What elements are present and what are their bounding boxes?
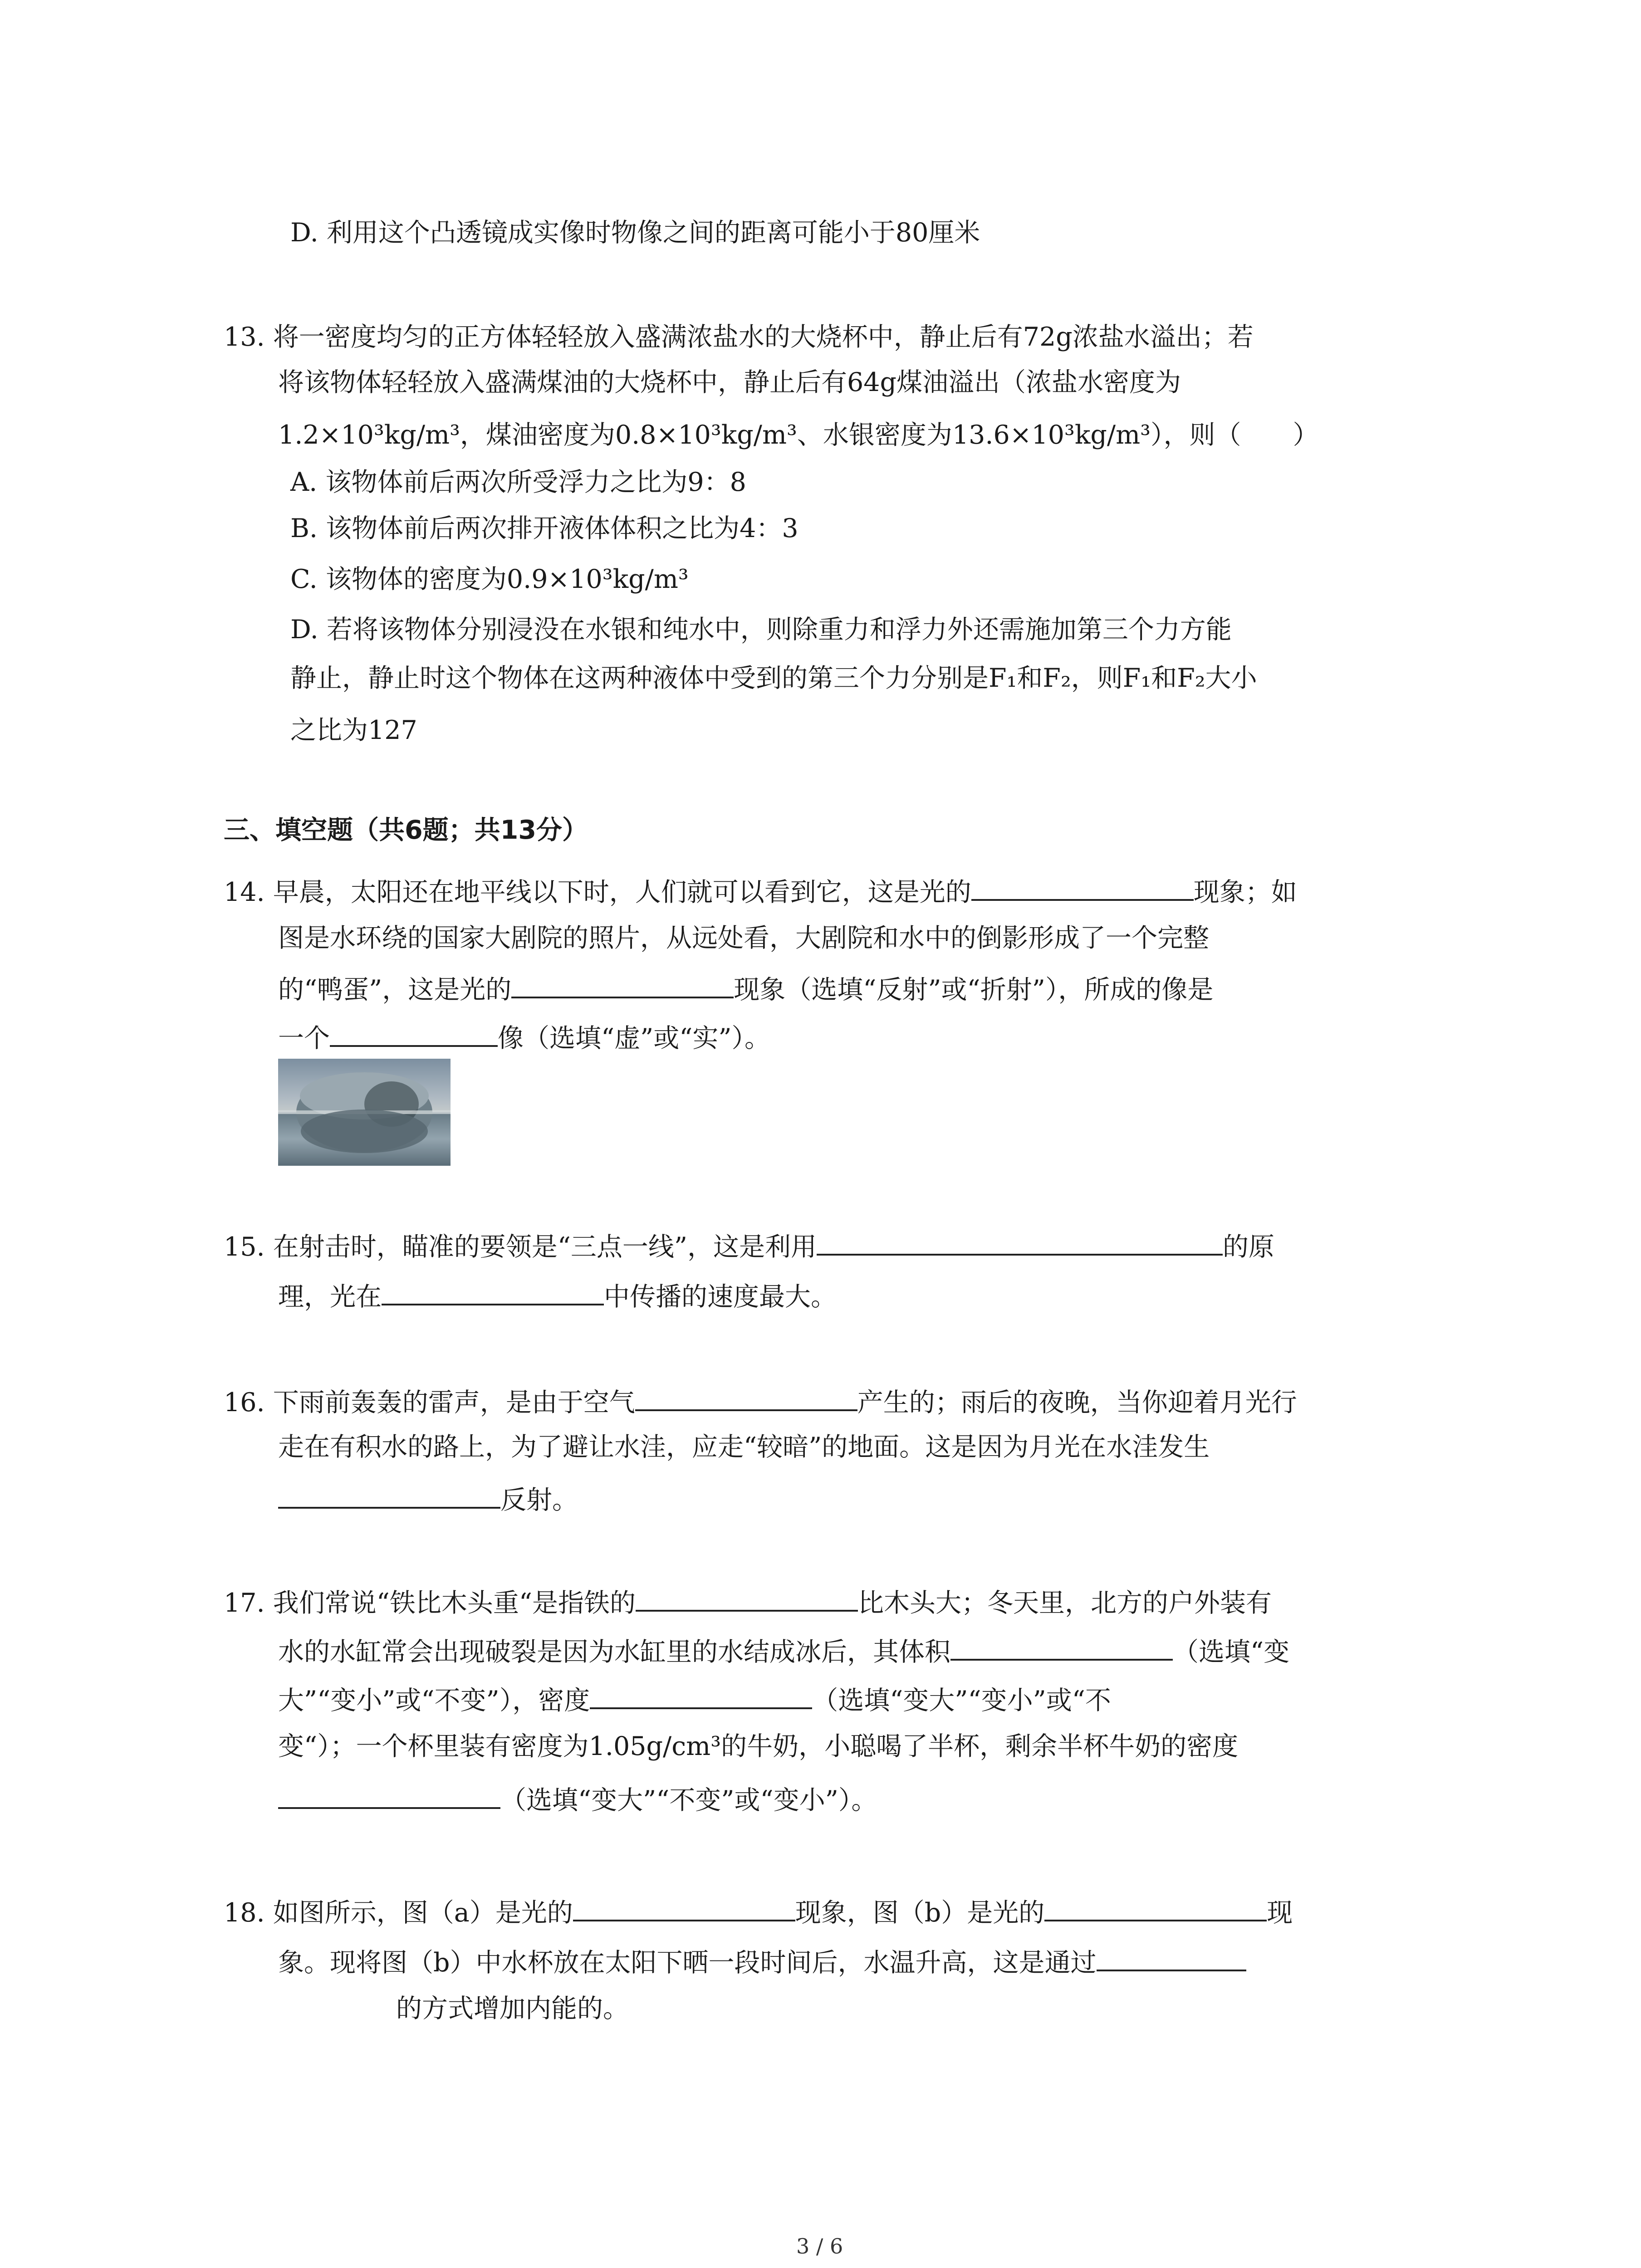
q14-text: 的“鸭蛋”，这是光的: [278, 975, 512, 1005]
q17-text: （选填“变大”“不变”或“变小”）。: [500, 1785, 877, 1815]
q14-line-3: [278, 973, 1213, 1003]
q17-text: 17. 我们常说“铁比木头重“是指铁的: [224, 1588, 636, 1618]
answer-blank[interactable]: [590, 1684, 812, 1709]
q17-text: 比木头大；冬天里，北方的户外装有: [858, 1588, 1272, 1618]
q17-text: （选填“变: [1173, 1637, 1290, 1667]
q17-text: 大”“变小”或“不变”），密度: [278, 1686, 590, 1716]
q13-option-d-line-1: D. 若将该物体分别浸没在水银和纯水中，则除重力和浮力外还需施加第三个力方能: [290, 615, 1232, 645]
q13-stem-line-1: 13. 将一密度均匀的正方体轻轻放入盛满浓盐水的大烧杯中，静止后有72g浓盐水溢出；若: [224, 322, 1254, 352]
answer-blank[interactable]: [278, 1483, 500, 1509]
q14-line-4: [278, 1022, 770, 1051]
answer-blank[interactable]: [511, 973, 734, 998]
q15-text: 15. 在射击时，瞄准的要领是“三点一线”，这是利用: [224, 1232, 817, 1262]
q13-stem-line-3: 1.2×10³kg/m³，煤油密度为0.8×10³kg/m³、水银密度为13.6×10³kg/m³），则（ ）: [278, 420, 1319, 450]
q16-text: 16. 下雨前轰轰的雷声，是由于空气: [224, 1388, 635, 1418]
q16-line-3: [278, 1483, 578, 1513]
answer-blank[interactable]: [573, 1896, 795, 1921]
answer-blank[interactable]: [1044, 1896, 1267, 1921]
q12-option-d: D. 利用这个凸透镜成实像时物像之间的距离可能小于80厘米: [290, 218, 980, 248]
q14-line-2: 图是水环绕的国家大剧院的照片，从远处看，大剧院和水中的倒影形成了一个完整: [278, 923, 1209, 953]
q15-text: 理，光在: [278, 1282, 382, 1312]
q13-option-d-line-2: 静止，静止时这个物体在这两种液体中受到的第三个力分别是F₁和F₂，则F₁和F₂大小: [290, 663, 1257, 693]
answer-blank[interactable]: [971, 875, 1194, 901]
q16-text: 产生的；雨后的夜晚，当你迎着月光行: [857, 1388, 1297, 1418]
answer-blank[interactable]: [817, 1230, 1223, 1256]
answer-blank[interactable]: [636, 1586, 858, 1612]
q13-stem-line-2: 将该物体轻轻放入盛满煤油的大烧杯中，静止后有64g煤油溢出（浓盐水密度为: [278, 367, 1181, 397]
q13-option-c: C. 该物体的密度为0.9×10³kg/m³: [290, 564, 689, 594]
q14-line-1: [224, 875, 1297, 905]
q17-line-2: [278, 1635, 1289, 1665]
q15-line-2: [278, 1280, 837, 1310]
q16-text: 反射。: [500, 1485, 578, 1515]
answer-blank[interactable]: [382, 1280, 604, 1305]
q18-text: 现: [1267, 1898, 1293, 1928]
q14-text: 现象（选填“反射”或“折射”），所成的像是: [734, 975, 1214, 1005]
q14-text: 像（选填“虚”或“实”）。: [498, 1023, 771, 1053]
q13-option-a: A. 该物体前后两次所受浮力之比为9：8: [290, 467, 746, 497]
answer-blank[interactable]: [330, 1022, 498, 1047]
q18-text: 现象，图（b）是光的: [795, 1898, 1045, 1928]
q17-line-3: [278, 1684, 1111, 1714]
q17-line-5: [278, 1784, 877, 1813]
section-3-title: 三、填空题（共6题；共13分）: [224, 815, 588, 845]
q15-text: 中传播的速度最大。: [604, 1282, 837, 1312]
page-number: 3 / 6: [796, 2234, 843, 2258]
q15-line-1: [224, 1230, 1274, 1260]
q16-line-2: 走在有积水的路上，为了避让水洼，应走“较暗”的地面。这是因为月光在水洼发生: [278, 1432, 1210, 1462]
q14-text: 14. 早晨，太阳还在地平线以下时，人们就可以看到它，这是光的: [224, 877, 971, 907]
q13-option-b: B. 该物体前后两次排开液体体积之比为4：3: [290, 513, 798, 543]
answer-blank[interactable]: [278, 1784, 500, 1809]
q13-option-d-line-3: 之比为127: [290, 715, 417, 745]
q17-line-1: [224, 1586, 1272, 1616]
q18-text: 象。现将图（b）中水杯放在太阳下晒一段时间后，水温升高，这是通过: [278, 1948, 1097, 1978]
q15-text: 的原: [1223, 1232, 1275, 1262]
q17-text: （选填“变大”“变小”或“不: [812, 1686, 1111, 1716]
answer-blank[interactable]: [1097, 1946, 1246, 1971]
answer-blank[interactable]: [635, 1386, 857, 1411]
q18-text: 18. 如图所示，图（a）是光的: [224, 1898, 573, 1928]
answer-blank[interactable]: [950, 1635, 1173, 1661]
q18-line-2: [278, 1946, 1246, 1976]
q17-text: 水的水缸常会出现破裂是因为水缸里的水结成冰后，其体积: [278, 1637, 950, 1667]
q16-line-1: [224, 1386, 1297, 1416]
q14-text: 现象；如: [1193, 877, 1297, 907]
q18-line-1: [224, 1896, 1293, 1926]
q18-line-3: 的方式增加内能的。: [396, 1994, 629, 2024]
national-grand-theatre-photo: [278, 1059, 451, 1166]
q17-line-4: 变“）；一个杯里装有密度为1.05g/cm³的牛奶，小聪喝了半杯，剩余半杯牛奶的密度: [278, 1731, 1239, 1761]
q14-text: 一个: [278, 1023, 330, 1053]
